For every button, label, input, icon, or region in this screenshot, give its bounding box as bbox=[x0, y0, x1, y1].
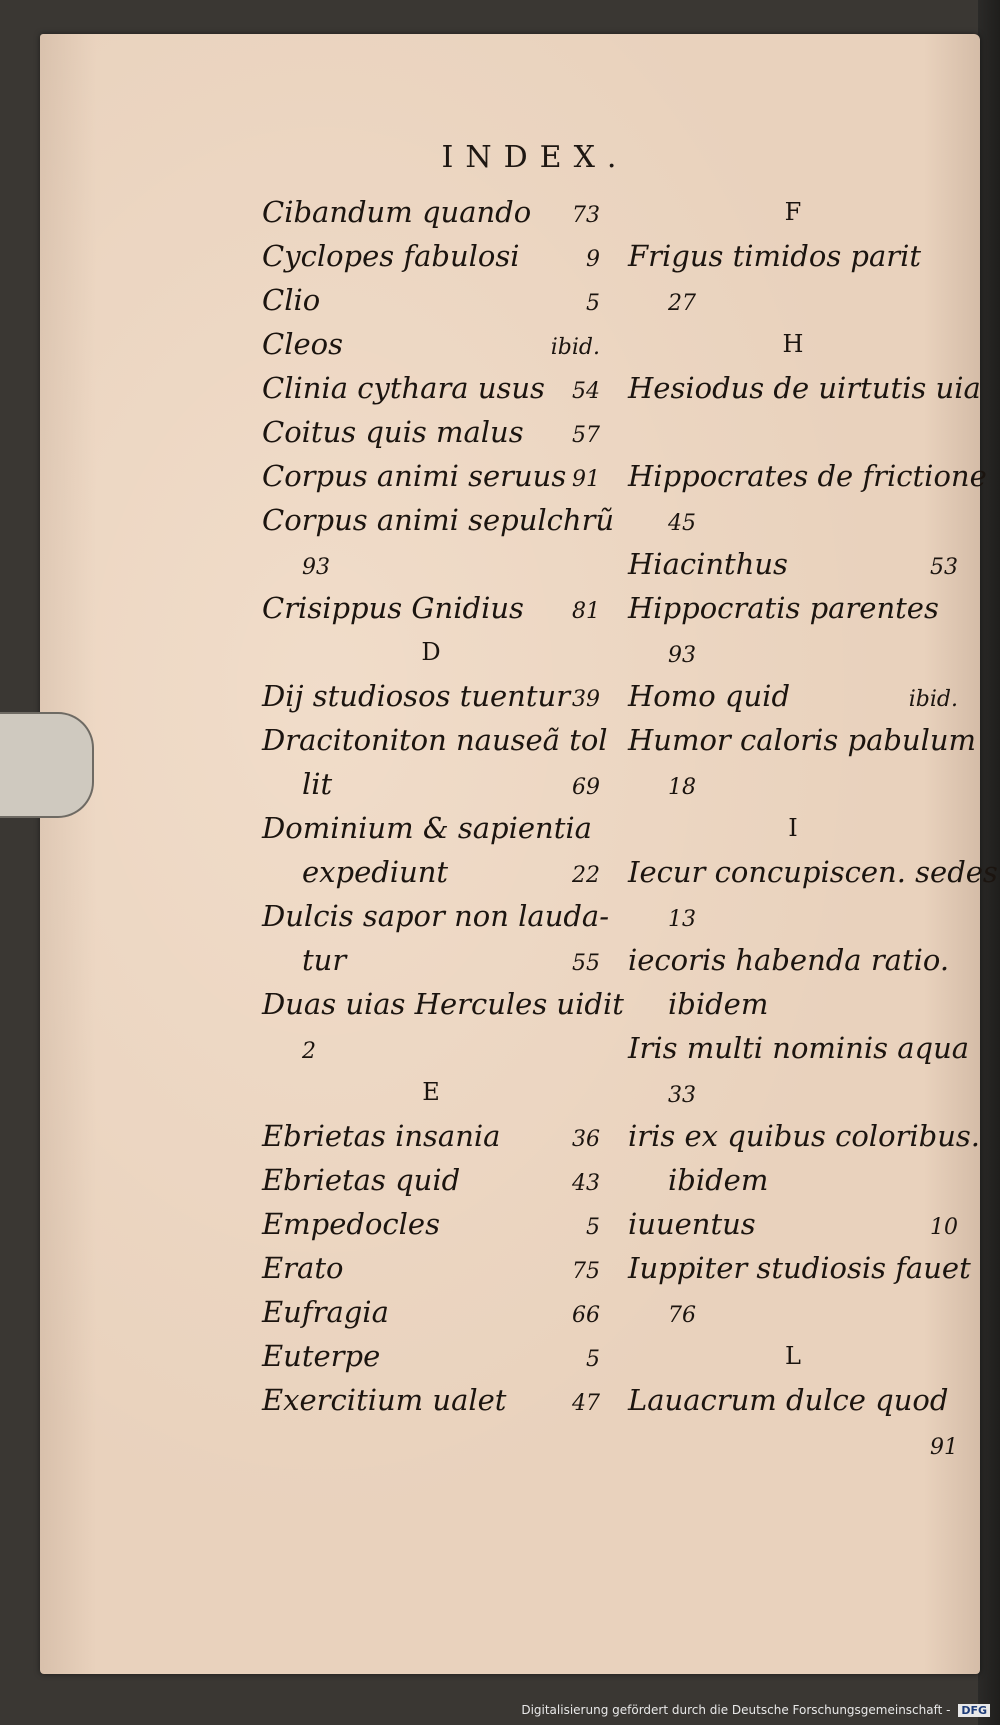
entry-term: Empedocles bbox=[262, 1207, 440, 1241]
index-entry bbox=[628, 278, 958, 322]
index-entry bbox=[628, 1246, 971, 1290]
index-entry bbox=[262, 322, 600, 366]
running-title: INDEX. bbox=[441, 140, 629, 175]
index-entry bbox=[262, 674, 600, 718]
entry-page-number: 55 bbox=[572, 951, 600, 976]
index-entry bbox=[262, 762, 600, 806]
index-entry bbox=[262, 498, 615, 542]
entry-term: Dulcis sapor non lauda- bbox=[262, 899, 610, 933]
entry-page-number: 39 bbox=[572, 687, 600, 712]
entry-term: Dij studiosos tuentur bbox=[262, 679, 571, 713]
index-entry bbox=[628, 410, 958, 454]
entry-term: Hippocratis parentes bbox=[628, 591, 939, 625]
index-entry bbox=[628, 1114, 981, 1158]
section-letter bbox=[262, 1070, 600, 1114]
index-entry bbox=[628, 542, 958, 586]
entry-term: expediunt bbox=[302, 855, 449, 889]
index-entry bbox=[262, 366, 600, 410]
entry-term: Crisippus Gnidius bbox=[262, 591, 524, 625]
entry-term: Hippocrates de frictione bbox=[628, 459, 987, 493]
index-entry bbox=[262, 410, 600, 454]
section-letter-text: L bbox=[785, 1342, 801, 1370]
entry-term: Iuppiter studiosis fauet bbox=[628, 1251, 971, 1285]
entry-term: Lauacrum dulce quod bbox=[628, 1383, 949, 1417]
entry-term: Corpus animi seruus bbox=[262, 459, 567, 493]
entry-page-number: 53 bbox=[930, 555, 958, 580]
entry-term: Ebrietas quid bbox=[262, 1163, 461, 1197]
entry-term: Dracitoniton nauseã tol bbox=[262, 723, 608, 757]
index-entry bbox=[628, 498, 958, 542]
entry-page-number: 66 bbox=[572, 1303, 600, 1328]
entry-term: iecoris habenda ratio. bbox=[628, 943, 950, 977]
index-entry bbox=[262, 1290, 600, 1334]
entry-page-number: 43 bbox=[572, 1171, 600, 1196]
index-entry bbox=[628, 982, 958, 1026]
entry-term: Homo quid bbox=[628, 679, 791, 713]
entry-page-number: 81 bbox=[572, 599, 600, 624]
entry-page-number: 45 bbox=[668, 511, 696, 536]
digitization-credit bbox=[521, 1703, 990, 1717]
index-entry bbox=[628, 366, 981, 410]
index-entry bbox=[628, 762, 958, 806]
index-entry bbox=[262, 586, 600, 630]
index-entry bbox=[262, 806, 600, 850]
index-entry bbox=[628, 630, 958, 674]
index-entry bbox=[628, 1070, 958, 1114]
index-entry bbox=[628, 1158, 958, 1202]
section-letter-text: I bbox=[788, 814, 798, 842]
section-letter-text: F bbox=[784, 198, 802, 226]
index-entry bbox=[628, 674, 958, 718]
entry-term: Euterpe bbox=[262, 1339, 381, 1373]
entry-term: Clinia cythara usus bbox=[262, 371, 545, 405]
index-entry bbox=[262, 190, 600, 234]
entry-term: Frigus timidos parit bbox=[628, 239, 922, 273]
index-entry bbox=[628, 1026, 970, 1070]
index-entry bbox=[628, 1422, 958, 1466]
index-entry bbox=[628, 894, 958, 938]
entry-term: Hiacinthus bbox=[628, 547, 788, 581]
index-entry bbox=[262, 718, 608, 762]
index-entry bbox=[628, 850, 998, 894]
index-entry bbox=[628, 454, 987, 498]
entry-term: Ebrietas insania bbox=[262, 1119, 501, 1153]
section-letter bbox=[628, 190, 958, 234]
entry-term: Hesiodus de uirtutis uia bbox=[628, 371, 981, 405]
entry-page-number: 5 bbox=[586, 1347, 600, 1372]
entry-page-number: ibid. bbox=[550, 335, 600, 360]
entry-page-number: 22 bbox=[572, 863, 600, 888]
entry-term: Cyclopes fabulosi bbox=[262, 239, 520, 273]
index-entry bbox=[628, 234, 958, 278]
index-entry bbox=[628, 1378, 958, 1422]
entry-term: ibidem bbox=[668, 1163, 769, 1197]
index-entry bbox=[628, 1202, 958, 1246]
entry-page-number: ibid. bbox=[908, 687, 958, 712]
index-entry bbox=[262, 234, 600, 278]
entry-page-number: 18 bbox=[668, 775, 696, 800]
entry-term: Humor caloris pabulum bbox=[628, 723, 977, 757]
entry-term: Iecur concupiscen. sedes bbox=[628, 855, 998, 889]
index-entry bbox=[262, 278, 600, 322]
index-entry bbox=[628, 586, 958, 630]
index-entry bbox=[262, 454, 600, 498]
entry-page-number: 33 bbox=[668, 1083, 696, 1108]
credit-text: Digitalisierung gefördert durch die Deutsche Forschungsgemeinschaft - bbox=[521, 1703, 951, 1717]
entry-page-number: 75 bbox=[572, 1259, 600, 1284]
section-letter-text: H bbox=[782, 330, 804, 358]
index-column-right bbox=[628, 190, 998, 1466]
index-entry bbox=[628, 1290, 958, 1334]
entry-page-number: 93 bbox=[302, 555, 330, 580]
index-entry bbox=[262, 542, 600, 586]
entry-page-number: 73 bbox=[572, 203, 600, 228]
entry-term: Clio bbox=[262, 283, 321, 317]
section-letter bbox=[628, 806, 958, 850]
entry-page-number: 93 bbox=[668, 643, 696, 668]
entry-term: ibidem bbox=[668, 987, 769, 1021]
entry-page-number: 47 bbox=[572, 1391, 600, 1416]
entry-page-number: 9 bbox=[586, 247, 600, 272]
entry-term: Duas uias Hercules uidit bbox=[262, 987, 624, 1021]
entry-term: Erato bbox=[262, 1251, 344, 1285]
dfg-logo: DFG bbox=[958, 1704, 990, 1717]
entry-term: Cibandum quando bbox=[262, 195, 532, 229]
index-entry bbox=[262, 1114, 600, 1158]
entry-page-number: 57 bbox=[572, 423, 600, 448]
section-letter bbox=[628, 1334, 958, 1378]
entry-page-number: 91 bbox=[930, 1435, 958, 1460]
section-letter bbox=[628, 322, 958, 366]
entry-page-number: 27 bbox=[668, 291, 696, 316]
index-entry bbox=[262, 1334, 600, 1378]
entry-term: Exercitium ualet bbox=[262, 1383, 507, 1417]
section-letter-text: D bbox=[421, 638, 441, 666]
entry-term: Eufragia bbox=[262, 1295, 389, 1329]
entry-page-number: 5 bbox=[586, 291, 600, 316]
index-entry bbox=[262, 1158, 600, 1202]
entry-term: lit bbox=[302, 767, 333, 801]
index-entry bbox=[262, 894, 610, 938]
entry-term: Cleos bbox=[262, 327, 343, 361]
index-entry bbox=[262, 1026, 600, 1070]
entry-term: Iris multi nominis aqua bbox=[628, 1031, 970, 1065]
entry-term: Dominium & sapientia bbox=[262, 811, 592, 845]
entry-page-number: 13 bbox=[668, 907, 696, 932]
section-letter-text: E bbox=[422, 1078, 440, 1106]
page-clip bbox=[0, 712, 94, 818]
entry-page-number: 10 bbox=[930, 1215, 958, 1240]
entry-page-number: 54 bbox=[572, 379, 600, 404]
index-entry bbox=[262, 1378, 600, 1422]
entry-term: iuuentus bbox=[628, 1207, 756, 1241]
entry-term: Coitus quis malus bbox=[262, 415, 524, 449]
index-column-left bbox=[262, 190, 624, 1422]
entry-page-number: 5 bbox=[586, 1215, 600, 1240]
index-entry bbox=[262, 1202, 600, 1246]
index-entry bbox=[262, 938, 600, 982]
entry-term: iris ex quibus coloribus. bbox=[628, 1119, 981, 1153]
index-entry bbox=[628, 718, 977, 762]
entry-term: Corpus animi sepulchrũ bbox=[262, 503, 615, 537]
index-entry bbox=[262, 1246, 600, 1290]
index-entry bbox=[628, 938, 958, 982]
entry-page-number: 91 bbox=[572, 467, 600, 492]
index-entry bbox=[262, 982, 624, 1026]
entry-page-number: 76 bbox=[668, 1303, 696, 1328]
entry-page-number: 2 bbox=[302, 1039, 316, 1064]
entry-term: tur bbox=[302, 943, 347, 977]
section-letter bbox=[262, 630, 600, 674]
index-entry bbox=[262, 850, 600, 894]
entry-page-number: 36 bbox=[572, 1127, 600, 1152]
entry-page-number: 69 bbox=[572, 775, 600, 800]
